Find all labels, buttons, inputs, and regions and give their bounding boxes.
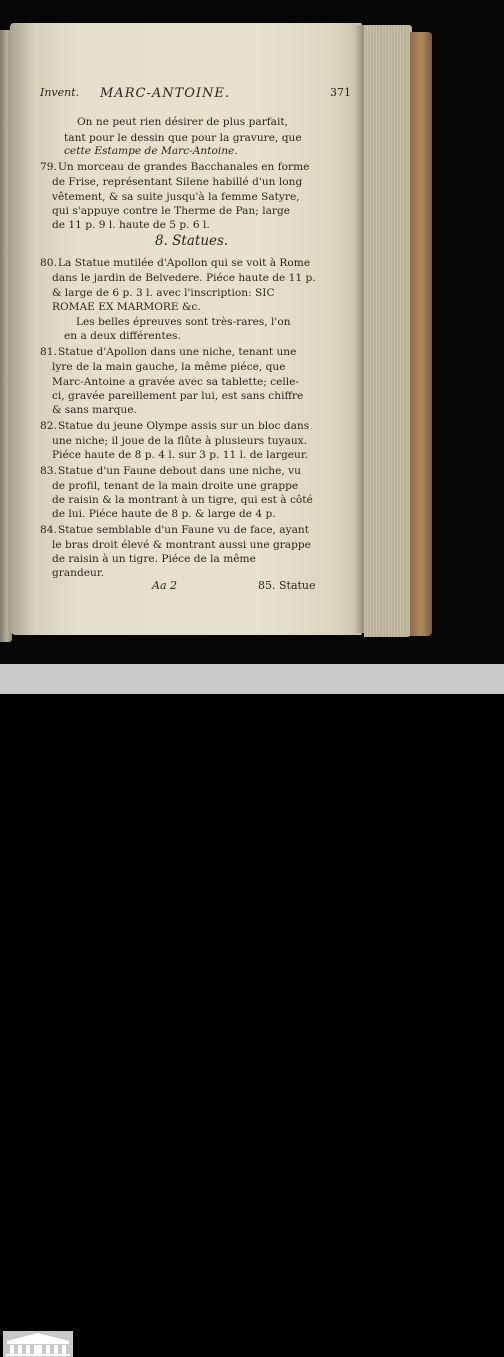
text-line: On ne peut rien désirer de plus parfait, — [77, 116, 289, 128]
entry-number: 79. — [40, 161, 57, 173]
text-line: ci, gravée pareillement par lui, est sans chiffre — [52, 390, 304, 402]
text-line: de profil, tenant de la main droite une grappe — [52, 480, 299, 492]
text-line: Les belles épreuves sont très-rares, l'on — [76, 316, 291, 328]
text-line: Statue d'Apollon dans une niche, tenant une — [58, 346, 297, 358]
catchword: 85. Statue — [258, 579, 316, 592]
text-line: tant pour le dessin que pour la gravure, que — [64, 132, 302, 144]
library-building-logo-icon — [3, 1331, 73, 1357]
text-line: qui s'appuye contre le Therme de Pan; large — [52, 205, 291, 217]
text-line: Statue semblable d'un Faune vu de face, ayant — [58, 524, 309, 536]
text-line: lyre de la main gauche, la même piéce, que — [52, 361, 286, 373]
text-line: de 11 p. 9 l. haute de 5 p. 6 l. — [52, 219, 210, 231]
text-line: le bras droit élevé & montrant aussi une grappe — [52, 539, 311, 551]
entry-number: 84. — [40, 524, 57, 536]
section-heading: 8. Statues. — [155, 233, 229, 249]
text-line: de raisin & la montrant à un tigre, qui est à côté — [52, 494, 313, 506]
text-line: & sans marque. — [52, 404, 137, 416]
text-line: Piéce haute de 8 p. 4 l. sur 3 p. 11 l. de largeur. — [52, 449, 309, 461]
entry-number: 80. — [40, 257, 57, 269]
text-line: ROMAE EX MARMORE &c. — [52, 301, 201, 313]
page-edges — [364, 25, 412, 637]
text-line: Un morceau de grandes Bacchanales en forme — [58, 161, 310, 173]
text-line: de lui. Piéce haute de 8 p. & large de 4 p. — [52, 508, 276, 520]
text-line: vêtement, & sa suite jusqu'à la femme Satyre, — [52, 191, 300, 203]
entry-number: 81. — [40, 346, 57, 358]
text-line: de Frise, représentant Silene habillé d'un long — [52, 176, 303, 188]
text-line: dans le jardin de Belvedere. Piéce haute de 11 p. — [52, 272, 316, 284]
text-line: Statue d'un Faune debout dans une niche, vu — [58, 465, 301, 477]
text-line: & large de 6 p. 3 l. avec l'inscription: SIC — [52, 287, 275, 299]
entry-number: 83. — [40, 465, 57, 477]
text-line: en a deux différentes. — [64, 330, 181, 342]
text-line: Statue du jeune Olympe assis sur un bloc dans — [58, 420, 310, 432]
running-header-left: Invent. — [40, 86, 80, 99]
page-number: 371 — [330, 86, 351, 99]
book-cover-edge — [410, 32, 432, 636]
viewer-footer-bar — [0, 664, 504, 694]
text-line: une niche; il joue de la flûte à plusieurs tuyaux. — [52, 435, 308, 447]
text-line: Marc-Antoine a gravée avec sa tablette; celle- — [52, 376, 299, 388]
signature-mark: Aa 2 — [152, 579, 177, 592]
entry-number: 82. — [40, 420, 57, 432]
text-line: de raisin à un tigre. Piéce de la même — [52, 553, 256, 565]
scanned-book-photo — [0, 0, 504, 664]
running-header-title: MARC-ANTOINE. — [100, 86, 231, 101]
text-line: cette Estampe de Marc-Antoine. — [64, 145, 238, 157]
text-line: La Statue mutilée d'Apollon qui se voit à Rome — [58, 257, 311, 269]
text-line: grandeur. — [52, 567, 105, 579]
